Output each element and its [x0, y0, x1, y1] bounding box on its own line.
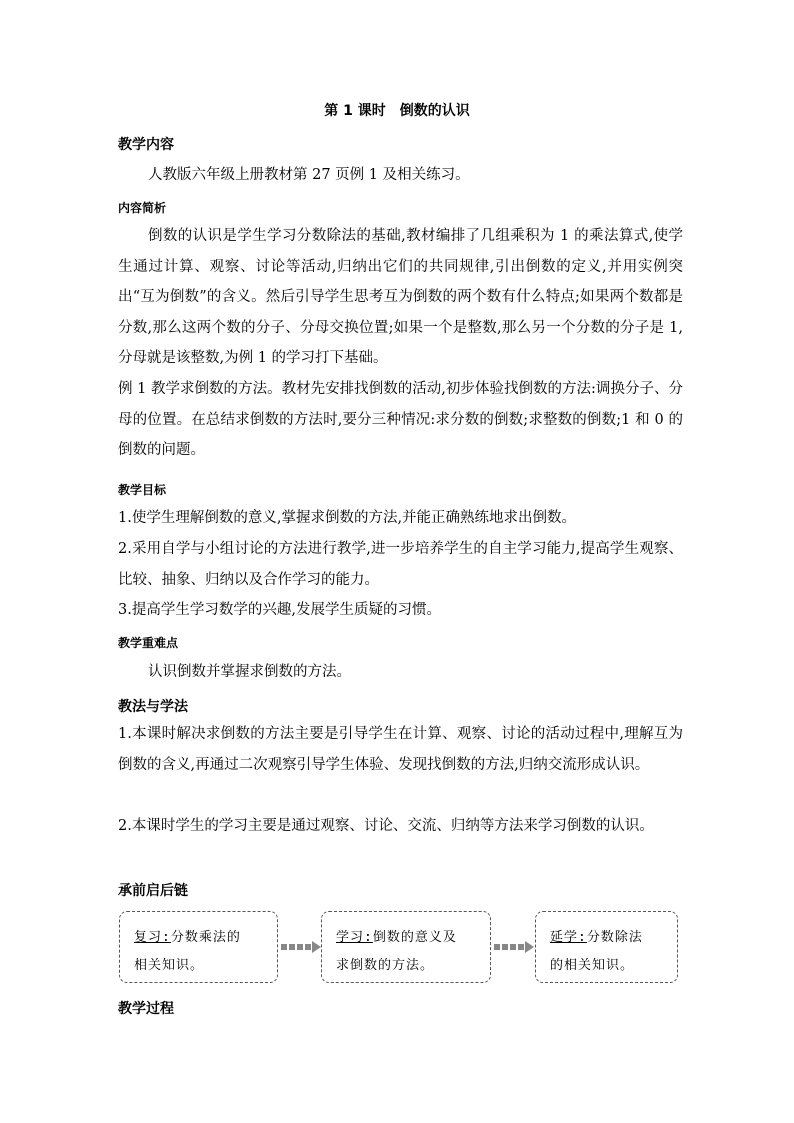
method-item-2: 2.本课时学生的学习主要是通过观察、讨论、交流、归纳等方法来学习倒数的认识。 [118, 818, 654, 834]
link-box-line1: 分数乘法的 [170, 930, 241, 945]
link-box-label: 学习: [336, 930, 373, 945]
link-box-study [321, 911, 491, 983]
link-box-review [119, 911, 278, 983]
heading-teaching-content: 教学内容 [118, 137, 174, 153]
page-title: 第 1 课时 倒数的认识 [324, 103, 470, 119]
heading-links: 承前启后链 [118, 883, 188, 899]
content-analysis-paragraph: 倒数的认识是学生学习分数除法的基础,教材编排了几组乘积为 1 的乘法算式,使学生通过计算、观察、讨论等活动,归纳出它们的共同规律,引出倒数的定义,并用实例突出“互为倒数”的含义。然后引导学生思考互为倒数的两个数有什么特点;如果两个数都是分数,那么这两个数的分子、分母交换位置;如果一个是整数,那么另一个分数的分子是 1,分母就是该整数,为例 1 的学习打下基础。 [118, 228, 683, 366]
heading-teaching-goals: 教学目标 [118, 483, 167, 497]
link-box-label: 复习: [134, 930, 171, 945]
link-box-extend [535, 911, 678, 983]
heading-key-points: 教学重难点 [118, 636, 179, 650]
link-box-line2: 求倒数的方法。 [336, 958, 435, 973]
link-box-line1: 倒数的意义及 [372, 930, 457, 945]
heading-content-analysis: 内容简析 [118, 201, 167, 215]
link-box-line1: 分数除法 [586, 930, 643, 945]
goal-item-1: 1.使学生理解倒数的意义,掌握求倒数的方法,并能正确熟练地求出倒数。 [118, 510, 577, 526]
arrow-right-icon [281, 941, 321, 953]
heading-teaching-process: 教学过程 [118, 1001, 174, 1017]
goal-item-2: 2.采用自学与小组讨论的方法进行教学,进一步培养学生的自主学习能力,提高学生观察、比较、抽象、归纳以及合作学习的能力。 [118, 541, 683, 588]
key-points-text: 认识倒数并掌握求倒数的方法。 [148, 664, 351, 680]
link-box-label: 延学: [550, 930, 587, 945]
link-box-line2: 相关知识。 [134, 958, 205, 973]
goal-item-3: 3.提高学生学习数学的兴趣,发展学生质疑的习惯。 [118, 602, 441, 618]
heading-methods: 教法与学法 [118, 699, 188, 715]
link-box-line2: 的相关知识。 [550, 958, 635, 973]
arrow-right-icon [494, 941, 534, 953]
content-analysis-paragraph-2: 例 1 教学求倒数的方法。教材先安排找倒数的活动,初步体验找倒数的方法:调换分子、分母的位置。在总结求倒数的方法时,要分三种情况:求分数的倒数;求整数的倒数;1 和 0 的倒数的问题。 [118, 381, 683, 458]
method-item-1: 1.本课时解决求倒数的方法主要是引导学生在计算、观察、讨论的活动过程中,理解互为倒数的含义,再通过二次观察引导学生体验、发现找倒数的方法,归纳交流形成认识。 [118, 726, 683, 773]
teaching-content-text: 人教版六年级上册教材第 27 页例 1 及相关练习。 [148, 167, 470, 183]
